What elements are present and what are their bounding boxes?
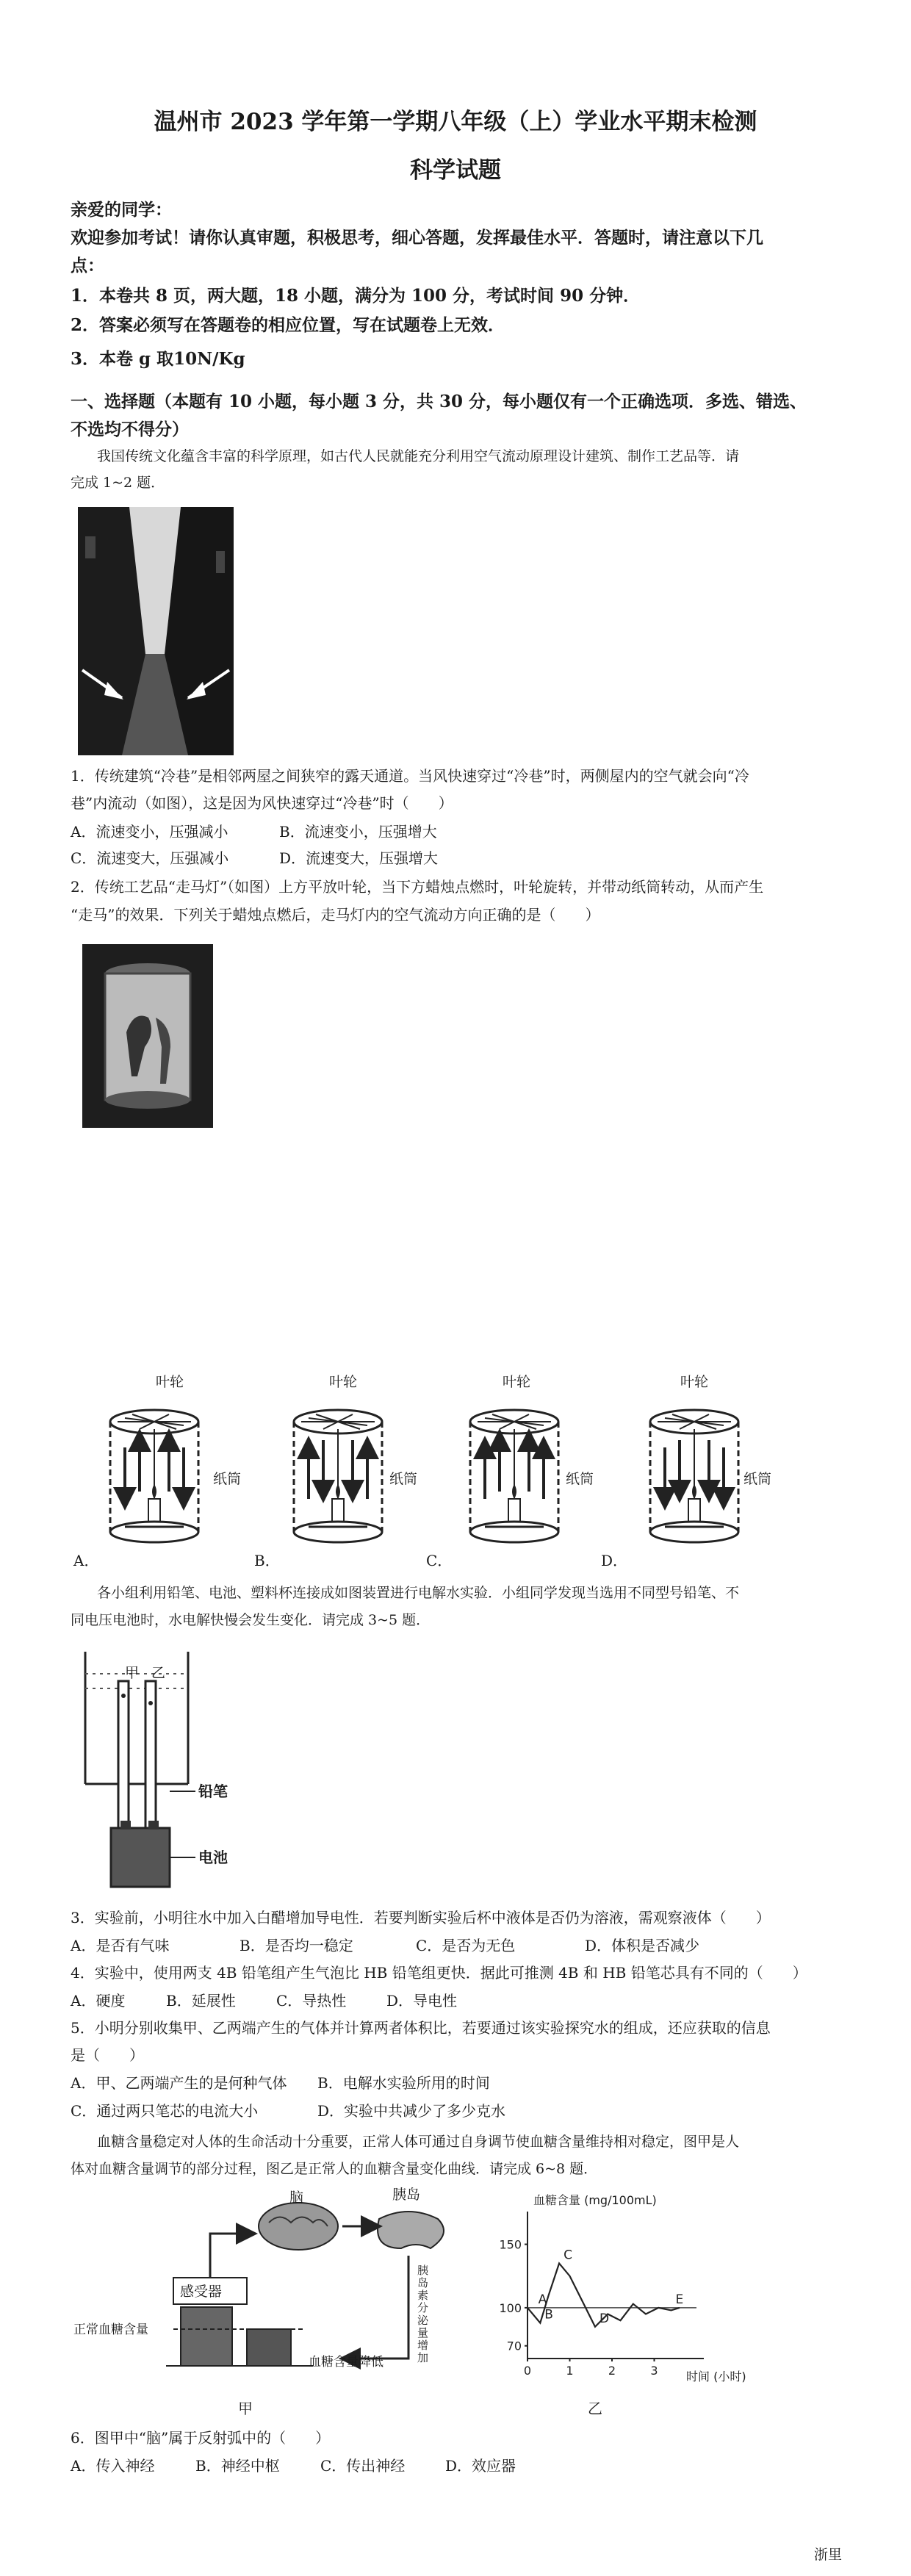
x-tick-label-3: 3 <box>650 2364 658 2378</box>
notice-intro-2: 点： <box>71 256 104 276</box>
tube-a-label: 甲 <box>125 1665 140 1681</box>
y-tick-label-70: 70 <box>506 2339 522 2353</box>
figure-b-caption: 乙 <box>588 2400 602 2417</box>
x-tick-label-0: 0 <box>523 2364 532 2378</box>
insulin-label <box>417 2264 433 2364</box>
q6-stem: 6．图甲中“脑”属于反射弧中的（ ） <box>71 2429 331 2447</box>
q2-lantern-diagrams <box>103 1381 838 1550</box>
q5-option-b[interactable]: B．电解水实验所用的时间 <box>317 2074 490 2092</box>
q2-option-c[interactable]: C． <box>426 1552 453 1569</box>
q3-option-d[interactable]: D．体积是否减少 <box>585 1937 700 1954</box>
q1-option-d[interactable]: D．流速变大，压强增大 <box>279 849 439 867</box>
lantern-diagram-d <box>650 1410 738 1542</box>
y-tick-label-150: 150 <box>499 2237 522 2252</box>
q4-stem: 4．实验中，使用两支 4B 铅笔组产生气泡比 HB 铅笔组更快．据此可推测 4B 和 HB 铅笔芯具有不同的（ ） <box>71 1964 807 1982</box>
q1-option-c[interactable]: C．流速变大，压强减小 <box>71 849 229 867</box>
q4-option-a[interactable]: A．硬度 <box>71 1992 126 2010</box>
chart-point-label-B: B <box>544 2307 553 2323</box>
y-tick-label-100: 100 <box>499 2300 522 2315</box>
lantern-diagram-a <box>110 1410 198 1542</box>
insulin-char-6: 量 <box>417 2326 429 2339</box>
q2-option-d[interactable]: D． <box>601 1552 628 1569</box>
q3-stem: 3．实验前，小明往水中加入白醋增加导电性．若要判断实验后杯中液体是否仍为溶液，需观察液体（ ） <box>71 1909 771 1926</box>
q6-option-c[interactable]: C．传出神经 <box>320 2457 406 2475</box>
x-tick-label-1: 1 <box>566 2364 574 2378</box>
q5-option-d[interactable]: D．实验中共减少了多少克水 <box>317 2102 506 2120</box>
notice-item-2: 2．答案必须写在答题卷的相应位置，写在试题卷上无效． <box>71 315 505 335</box>
battery-label: 电池 <box>198 1849 228 1866</box>
blood-sugar-chart <box>491 2190 726 2381</box>
greeting: 亲爱的同学： <box>71 200 172 220</box>
q5-stem-2: 是（ ） <box>71 2046 144 2064</box>
q4-option-d[interactable]: D．导电性 <box>386 1992 458 2010</box>
pencil-label: 铅笔 <box>198 1782 228 1800</box>
q6-option-b[interactable]: B．神经中枢 <box>195 2457 280 2475</box>
chart-point-label-D: D <box>599 2311 610 2326</box>
notice-item-3: 3．本卷 g 取10N/Kg <box>71 349 245 369</box>
footer-mark: 浙里 <box>814 2547 843 2563</box>
q4-options <box>71 1989 457 2012</box>
insulin-char-5: 泌 <box>417 2314 429 2327</box>
figure-a-caption: 甲 <box>238 2400 253 2417</box>
q4-option-c[interactable]: C．导热性 <box>276 1992 347 2010</box>
chart-xlabel: 时间 (小时) <box>686 2370 746 2383</box>
q3-option-a[interactable]: A．是否有气味 <box>71 1937 170 1954</box>
insulin-char-2: 岛 <box>417 2276 429 2289</box>
tube-label-d: 纸筒 <box>743 1471 772 1487</box>
q5-stem-1: 5．小明分别收集甲、乙两端产生的气体并计算两者体积比，若要通过该实验探究水的组成，还应获取的信息 <box>71 2019 771 2037</box>
islet-label: 胰岛 <box>392 2187 421 2203</box>
chart-point-label-E: E <box>675 2292 684 2307</box>
q2-options-row <box>103 1381 838 1550</box>
cold-alley-photo <box>78 507 234 755</box>
tube-b-label: 乙 <box>151 1665 166 1681</box>
group6-8-intro-1: 血糖含量稳定对人体的生命活动十分重要，正常人体可通过自身调节使血糖含量维持相对稳定，图甲是人 <box>97 2134 740 2150</box>
receptor-label: 感受器 <box>180 2284 223 2300</box>
q1-stem-2: 巷”内流动（如图），这是因为风快速穿过“冷巷”时（ ） <box>71 794 453 812</box>
brain-label: 脑 <box>289 2190 304 2206</box>
q6-options <box>71 2454 516 2478</box>
figure-b-chart <box>491 2190 726 2381</box>
q4-option-b[interactable]: B．延展性 <box>166 1992 236 2010</box>
section-intro-1: 我国传统文化蕴含丰富的科学原理，如古代人民就能充分利用空气流动原理设计建筑、制作工艺品等．请 <box>97 448 740 464</box>
notice-intro-1: 欢迎参加考试！请你认真审题，积极思考，细心答题，发挥最佳水平．答题时，请注意以下几 <box>71 228 763 248</box>
q6-option-d[interactable]: D．效应器 <box>445 2457 516 2475</box>
tube-label-c: 纸筒 <box>566 1471 594 1487</box>
x-tick-label-2: 2 <box>608 2364 616 2378</box>
q5-option-c[interactable]: C．通过两只笔芯的电流大小 <box>71 2102 259 2120</box>
q1-stem-1: 1．传统建筑“冷巷”是相邻两屋之间狭窄的露天通道。当风快速穿过“冷巷”时，两侧屋内的空气就会向“冷 <box>71 767 749 785</box>
exam-title: 温州市 2023 学年第一学期八年级（上）学业水平期末检测 <box>154 109 757 135</box>
q3-option-b[interactable]: B．是否均一稳定 <box>240 1937 353 1954</box>
lantern-illustration <box>82 944 213 1128</box>
exam-subtitle: 科学试题 <box>410 157 501 184</box>
chart-point-label-C: C <box>563 2248 572 2263</box>
lantern-diagram-c <box>470 1410 558 1542</box>
q2-option-b[interactable]: B． <box>254 1552 280 1569</box>
q2-stem-2: “走马”的效果．下列关于蜡烛点燃后，走马灯内的空气流动方向正确的是（ ） <box>71 906 600 924</box>
notice-item-1: 1．本卷共 8 页，两大题，18 小题，满分为 100 分，考试时间 90 分钟． <box>71 286 641 306</box>
wheel-label-a: 叶轮 <box>156 1374 184 1390</box>
tube-label-a: 纸筒 <box>213 1471 242 1487</box>
section-heading-2: 不选均不得分） <box>71 420 189 439</box>
q2-stem-1: 2．传统工艺品“走马灯”（如图）上方平放叶轮，当下方蜡烛点燃时，叶轮旋转，并带动纸筒转动，从而产生 <box>71 878 764 896</box>
alley-illustration <box>78 507 234 755</box>
section-intro-2: 完成 1~2 题． <box>71 475 165 491</box>
q5-option-a[interactable]: A．甲、乙两端产生的是何种气体 <box>71 2074 287 2092</box>
insulin-char-4: 分 <box>417 2301 429 2314</box>
wheel-label-b: 叶轮 <box>329 1374 358 1390</box>
lantern-photo <box>82 944 213 1128</box>
wheel-label-c: 叶轮 <box>503 1374 531 1390</box>
chart-point-label-A: A <box>538 2292 547 2307</box>
tube-label-b: 纸筒 <box>389 1471 418 1487</box>
q3-option-c[interactable]: C．是否为无色 <box>416 1937 516 1954</box>
insulin-char-8: 加 <box>417 2351 429 2364</box>
q6-option-a[interactable]: A．传入神经 <box>71 2457 155 2475</box>
q1-option-b[interactable]: B．流速变小，压强增大 <box>279 823 437 841</box>
lantern-diagram-b <box>294 1410 382 1542</box>
q2-option-a[interactable]: A． <box>73 1552 99 1569</box>
normal-level-label: 正常血糖含量 <box>73 2323 148 2337</box>
insulin-char-7: 增 <box>417 2339 429 2352</box>
group3-5-intro-1: 各小组利用铅笔、电池、塑料杯连接成如图装置进行电解水实验．小组同学发现当选用不同型号铅笔、不 <box>97 1585 740 1601</box>
group6-8-intro-2: 体对血糖含量调节的部分过程，图乙是正常人的血糖含量变化曲线．请完成 6~8 题． <box>71 2161 598 2177</box>
group3-5-intro-2: 同电压电池时，水电解快慢会发生变化．请完成 3~5 题． <box>71 1612 431 1628</box>
chart-ylabel: 血糖含量 (mg/100mL) <box>533 2193 657 2207</box>
q3-options <box>71 1934 699 1957</box>
insulin-char-3: 素 <box>417 2289 429 2302</box>
decrease-label: 血糖含量降低 <box>309 2355 384 2370</box>
insulin-char-1: 胰 <box>417 2264 429 2277</box>
section-heading-1: 一、选择题（本题有 10 小题，每小题 3 分，共 30 分，每小题仅有一个正确选项．多选、错选、 <box>71 392 807 411</box>
q1-option-a[interactable]: A．流速变小，压强减小 <box>71 823 228 841</box>
wheel-label-d: 叶轮 <box>680 1374 709 1390</box>
